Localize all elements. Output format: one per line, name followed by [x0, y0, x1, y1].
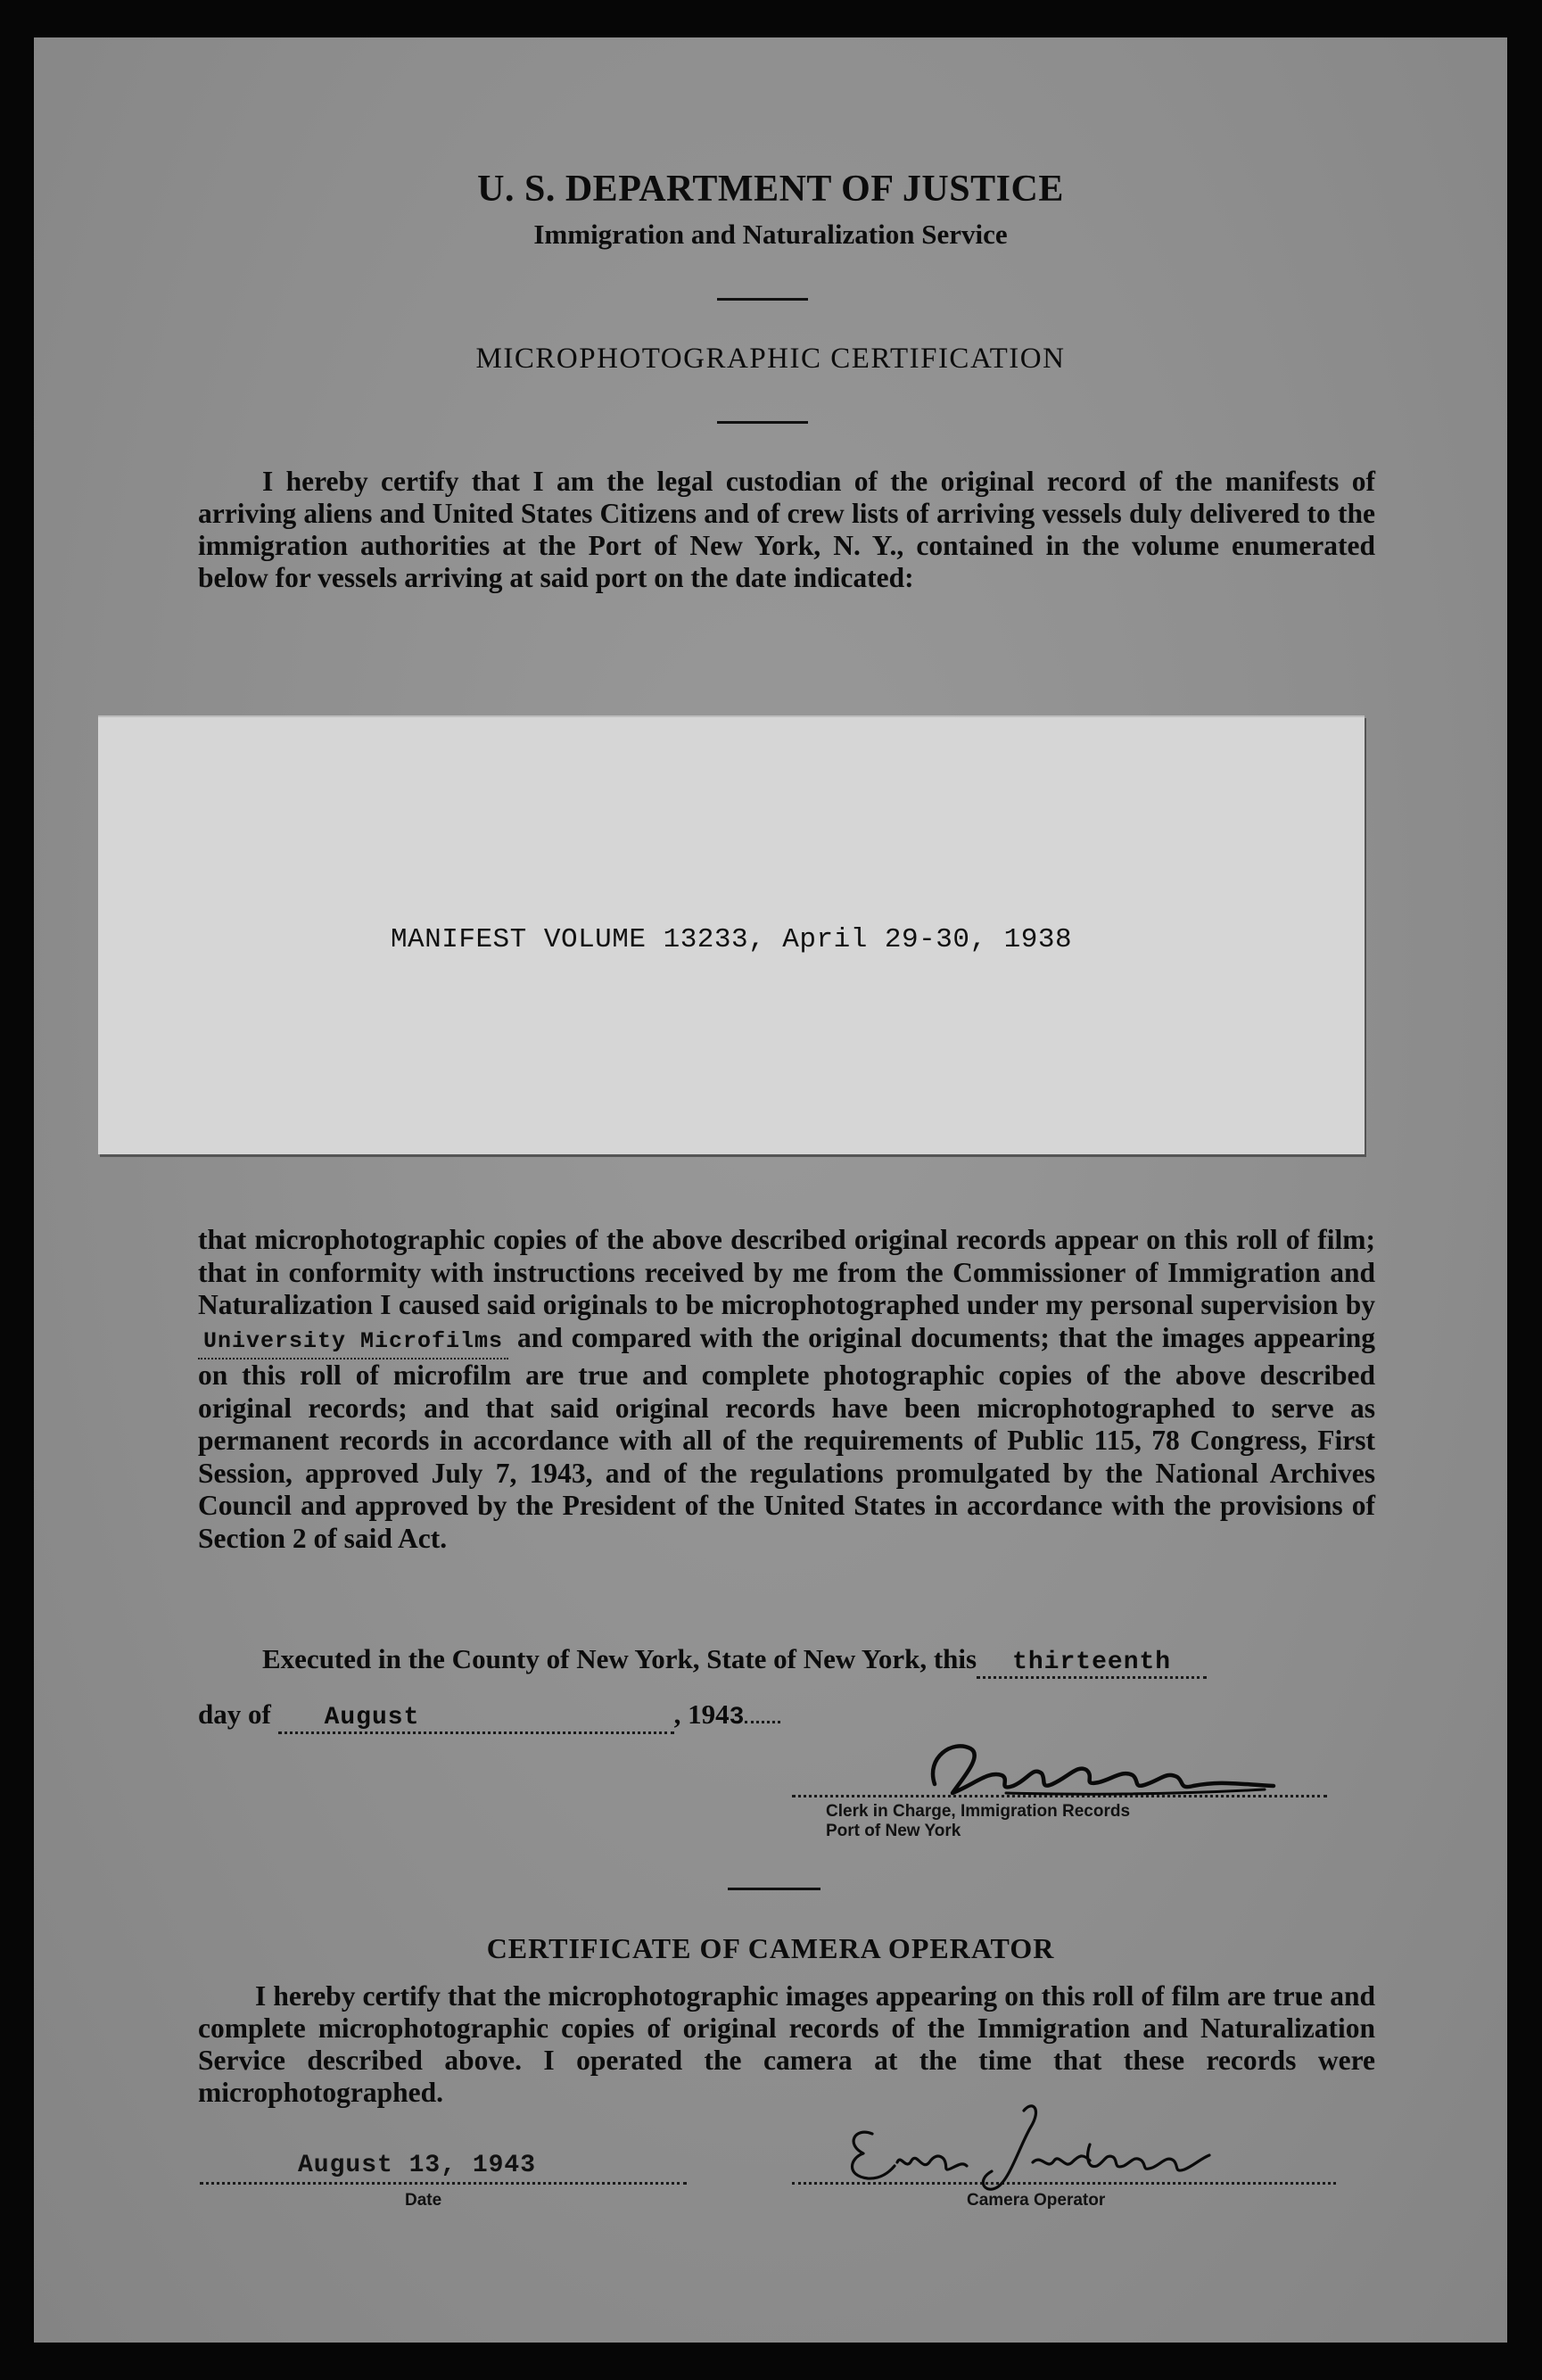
service-subheading: Immigration and Naturalization Service — [533, 219, 1008, 250]
month-value: August — [324, 1704, 420, 1731]
year-suffix: 3 — [729, 1704, 746, 1731]
month-field — [278, 1698, 674, 1734]
volume-text: MANIFEST VOLUME 13233, April 29-30, 1938 — [390, 924, 1073, 955]
filmed-by-field — [198, 1322, 508, 1360]
year-field-tail — [745, 1721, 780, 1723]
film-paragraph — [198, 1224, 1375, 1555]
day-field — [977, 1643, 1207, 1679]
filmed-by-value: University Microfilms — [203, 1327, 504, 1354]
film-text-part1: that microphotographic copies of the above described original records appear on this roll of film; that in conformity with instructions received by me from the Commissioner of Immigration and Naturalization I caused said originals to be microphotographed under my personal supervision by — [198, 1224, 1375, 1320]
operator-signature — [819, 2091, 1229, 2198]
divider-rule — [717, 421, 808, 424]
custodian-text: I hereby certify that I am the legal custodian of the original record of the manifests of arriving aliens and United States Citizens and of crew lists of arriving vessels duly delivered to the immigration authorities at the Port of New York, N. Y., contained in the volume enumerated below for vessels arriving at said port on the date indicated: — [198, 466, 1375, 593]
volume-card — [98, 715, 1365, 1154]
execution-prefix: Executed in the County of New York, State of New York, this — [262, 1643, 977, 1674]
divider-rule — [728, 1888, 820, 1890]
year-prefix: , 194 — [673, 1698, 730, 1730]
certification-title: MICROPHOTOGRAPHIC CERTIFICATION — [475, 343, 1066, 375]
camera-operator-title: CERTIFICATE OF CAMERA OPERATOR — [486, 1932, 1055, 1964]
clerk-title-line1: Clerk in Charge, Immigration Records — [826, 1802, 1131, 1821]
custodian-paragraph — [198, 466, 1375, 594]
camera-operator-text: I hereby certify that the microphotographic images appearing on this roll of film are true and complete microphotographic copies of original records of the Immigration and Naturalization Service described above. I operated the camera at the time that these records were microphotographed. — [198, 1980, 1375, 2108]
divider-rule — [717, 298, 808, 301]
day-value: thirteenth — [1012, 1649, 1172, 1676]
execution-line — [262, 1643, 1207, 1679]
clerk-signature — [899, 1731, 1291, 1811]
clerk-title — [826, 1802, 1130, 1841]
clerk-title-line2: Port of New York — [826, 1822, 961, 1840]
department-heading: U. S. DEPARTMENT OF JUSTICE — [477, 169, 1064, 210]
date-label: Date — [405, 2191, 442, 2210]
date-line — [200, 2180, 687, 2185]
certification-document — [34, 37, 1507, 2343]
date-value: August 13, 1943 — [298, 2152, 537, 2179]
day-of-label: day of — [198, 1698, 271, 1730]
camera-operator-paragraph — [198, 1980, 1375, 2109]
operator-label: Camera Operator — [967, 2191, 1106, 2210]
film-text-part2: and compared with the original documents; that the images appearing on this roll of microfilm are true and complete photographic copies of the above described original records; and that said original records have been microphotographed to serve as permanent records in accordance with all of the requirements of Public 115, 78 Congress, First Session, approved July 7, 1943, and of the regulations promulgated by the National Archives Council and approved by the President of the United States in accordance with the provisions of Section 2 of said Act. — [198, 1321, 1376, 1554]
month-year-line — [198, 1698, 780, 1734]
